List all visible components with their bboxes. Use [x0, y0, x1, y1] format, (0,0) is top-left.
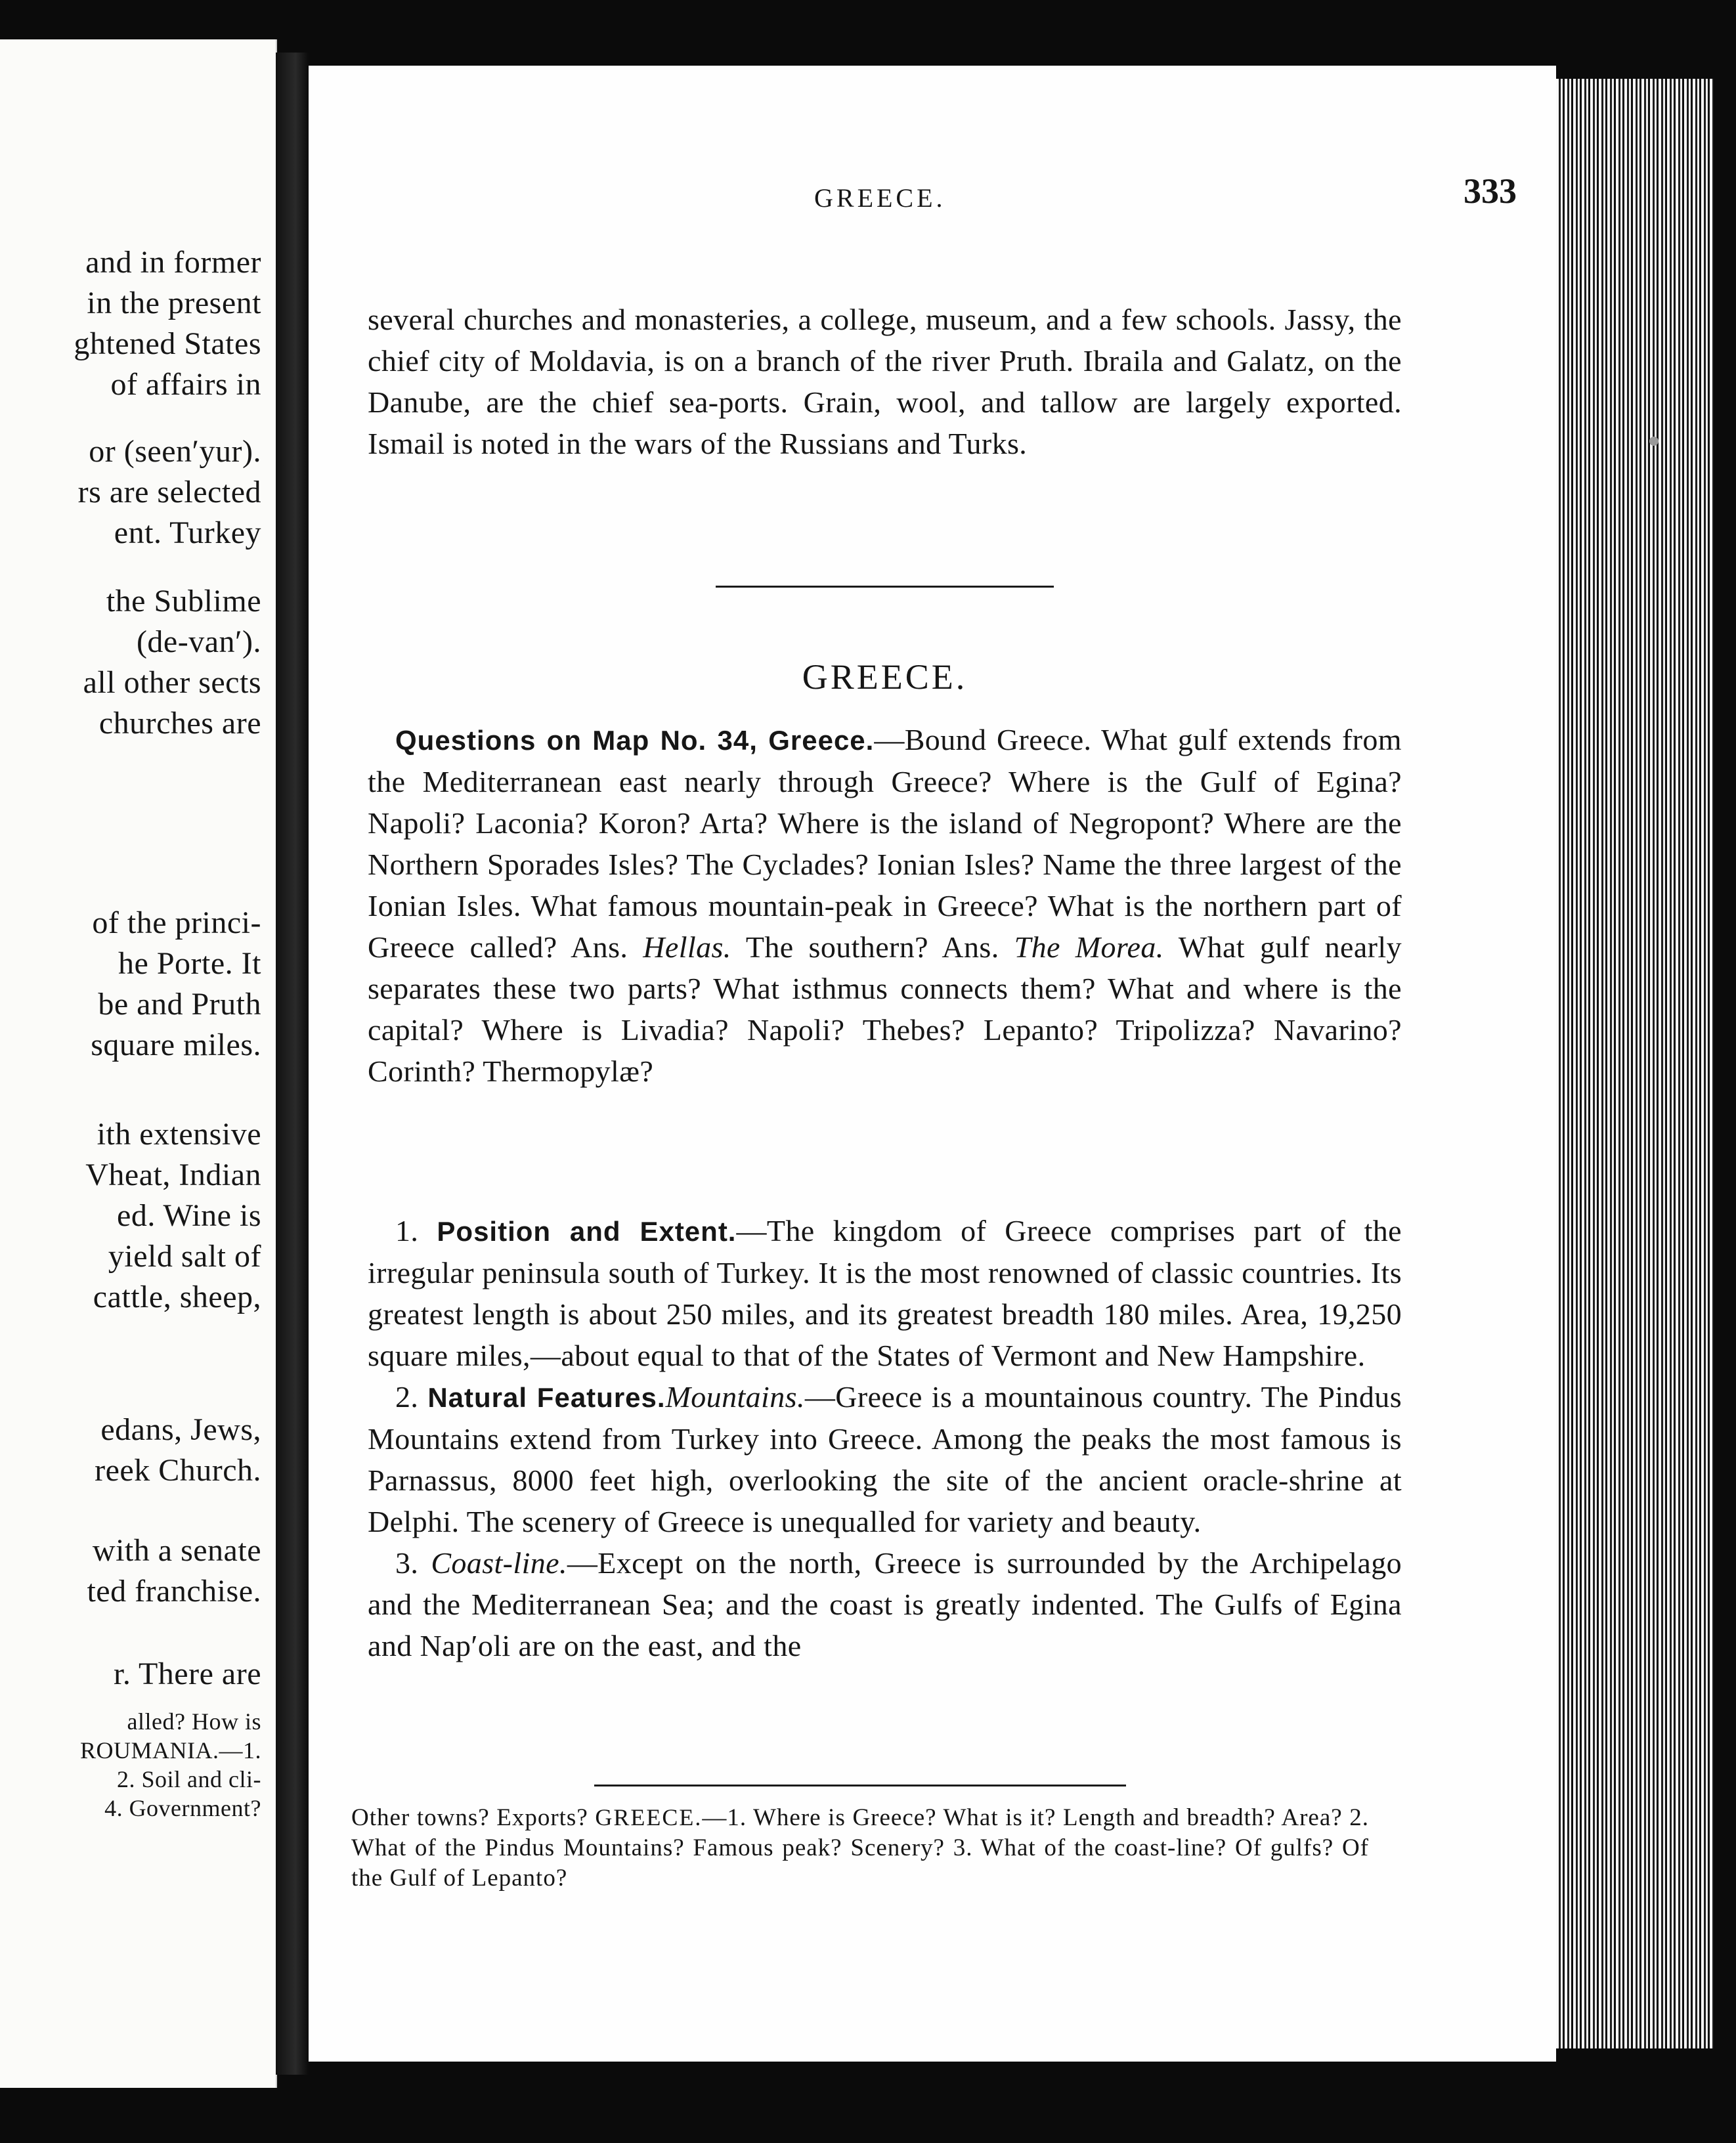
left-page-line: be and Pruth: [98, 987, 261, 1022]
left-page-line: ROUMANIA.—1.: [80, 1737, 261, 1764]
left-page-line: churches are: [98, 706, 261, 741]
section-coast-line: 3. Coast-line.—Except on the north, Greece is surrounded by the Archipelago and the Mediterranean Sea; and the coast is greatly indented. The Gulfs of Egina and Nap′oli are on the east, and the: [368, 1546, 1402, 1662]
left-page-line: alled? How is: [127, 1708, 261, 1735]
page-number: 333: [1464, 171, 1517, 211]
footnote-smallcaps: GREECE.: [595, 1804, 703, 1830]
left-page-line: r. There are: [114, 1656, 261, 1691]
questions-paragraph: Questions on Map No. 34, Greece.—Bound Greece. What gulf extends from the Mediterranean east nearly through Greece? Where is the Gulf of Egina? Napoli? Laconia? Koron? Arta? Where is the island of Negropont? Where are the Northern Sporades Isles? The Cyclades? Ionian Isles? Name the three largest of the Ionian Isles. What famous mountain-peak in Greece? What is the northern part of Greece called? Ans. Hellas. The southern? Ans. The Morea. What gulf nearly separates these two parts? What isthmus connects them? What and where is the capital? Where is Livadia? Napoli? Thebes? Lepanto? Tripolizza? Navarino? Corinth? Thermopylæ?: [368, 723, 1402, 1088]
left-facing-page: [0, 39, 277, 2088]
questions-heading: Questions on Map No. 34, Greece.: [395, 725, 875, 756]
running-title: GREECE.: [814, 183, 946, 213]
left-page-line: rs are selected: [77, 475, 261, 509]
left-page-line: 2. Soil and cli-: [117, 1766, 261, 1792]
left-page-line: (de-van′).: [136, 624, 261, 659]
section-title: GREECE.: [802, 657, 968, 697]
answer-morea: The Morea.: [1014, 930, 1164, 964]
left-page-line: all other sects: [83, 665, 261, 700]
left-page-line: reek Church.: [95, 1453, 261, 1488]
left-page-line: ted franchise.: [87, 1574, 261, 1609]
section-natural-features: 2. Natural Features.Mountains.—Greece is a mountainous country. The Pindus Mountains extend from Turkey into Greece. Among the peaks the most famous is Parnassus, 8000 feet high, overlooking the site of the ancient oracle-shrine at Delphi. The scenery of Greece is unequalled for variety and beauty.: [368, 1380, 1402, 1538]
opening-paragraph: several churches and monasteries, a college, museum, and a few schools. Jassy, the chief city of Moldavia, is on a branch of the river Pruth. Ibraila and Galatz, on the Danube, are the chief sea-ports. Grain, wool, and tallow are largely exported. Ismail is noted in the wars of the Russians and Turks.: [368, 303, 1402, 460]
left-page-line: or (seen′yur).: [89, 434, 261, 469]
section-divider: [716, 586, 1054, 588]
left-page-line: he Porte. It: [118, 946, 261, 981]
sections-block: [368, 1210, 1402, 1666]
left-page-line: ed. Wine is: [117, 1198, 261, 1233]
footnote-rule: [594, 1785, 1126, 1786]
answer-hellas: Hellas.: [643, 930, 731, 964]
section-heading: Position and Extent.: [437, 1216, 737, 1247]
left-page-line: Vheat, Indian: [85, 1158, 261, 1192]
left-page-line: ghtened States: [74, 326, 261, 361]
questions-block: [368, 719, 1402, 1092]
left-page-line: in the present: [87, 286, 261, 320]
left-page-line: 4. Government?: [104, 1795, 261, 1821]
left-page-line: with a senate: [92, 1533, 261, 1568]
page-edges: [1556, 79, 1714, 2048]
left-page-line: of affairs in: [110, 367, 261, 402]
left-page-line: ith extensive: [97, 1117, 261, 1152]
section-position-extent: 1. Position and Extent.—The kingdom of Greece comprises part of the irregular peninsula south of Turkey. It is the most renowned of classic countries. Its greatest length is about 250 miles, and its greatest breadth 180 miles. Area, 19,250 square miles,—about equal to that of the States of Vermont and New Hampshire.: [368, 1214, 1402, 1372]
section-heading: Natural Features.: [427, 1382, 666, 1413]
footnote: Other towns? Exports? GREECE.—1. Where is Greece? What is it? Length and breadth? Area? 2. What of the Pindus Mountains? Famous peak? Scenery? 3. What of the coast-line? Of gulfs? Of the Gulf of Lepanto?: [351, 1804, 1369, 1892]
opening-paragraph-block: [368, 299, 1402, 464]
left-page-line: the Sublime: [106, 584, 261, 618]
left-page-line: cattle, sheep,: [93, 1280, 261, 1314]
running-header: [506, 171, 1517, 223]
left-page-line: of the princi-: [92, 905, 261, 940]
section-subheading: Mountains.: [665, 1380, 805, 1414]
book-gutter: [276, 53, 309, 2075]
left-page-line: square miles.: [91, 1028, 261, 1062]
left-page-line: and in former: [85, 245, 261, 280]
section-subheading: Coast-line.: [431, 1546, 567, 1580]
scan-speck: [1649, 437, 1659, 446]
left-page-line: edans, Jews,: [100, 1412, 261, 1447]
left-page-line: ent. Turkey: [114, 515, 261, 550]
left-page-line: yield salt of: [108, 1239, 261, 1274]
